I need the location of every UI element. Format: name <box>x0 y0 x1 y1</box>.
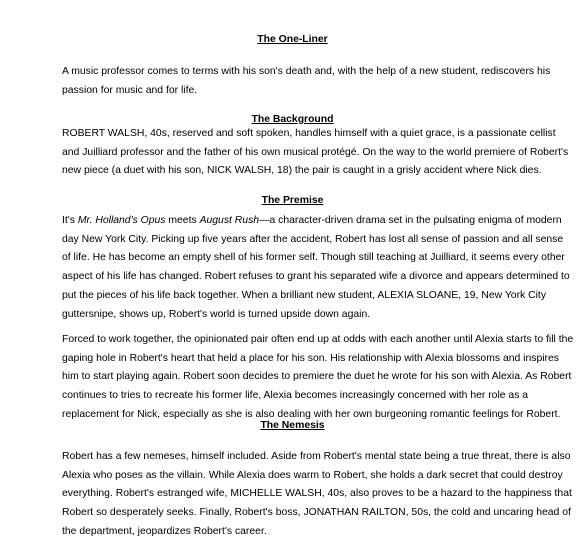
text-line: put the pieces of his life back together. When a brilliant new student, ALEXIA SLOANE, 19, New York City <box>62 289 547 301</box>
heading-background: The Background <box>251 114 334 125</box>
text-line: Robert so desperately seeks. Finally, Robert's boss, JONATHAN RAILTON, 50s, the cold and uncaring head of <box>62 507 571 519</box>
text-line: passion for music and for life. <box>62 84 198 96</box>
text-line: day New York City. Picking up five years after the accident, Robert has lost all sense of passion and all sense <box>62 233 564 245</box>
premise-paragraph-1 <box>62 212 570 324</box>
text-line: Forced to work together, the opinionated pair often end up at odds with each another until Alexia starts to fill the <box>62 334 574 345</box>
heading-premise: The Premise <box>261 195 324 206</box>
text-line: Alexia who poses as the villain. While Alexia does warm to Robert, she holds a dark secret that could destroy <box>62 469 563 481</box>
text-line: and Juilliard professor and the father of his own musical protégé. On the way to the world premiere of Robert's <box>62 146 569 158</box>
text-line: of life. He has become an empty shell of his former self. Though still teaching at Juilliard, it seems every other <box>62 252 565 264</box>
text-line: ROBERT WALSH, 40s, reserved and soft spoken, handles himself with a quiet grace, is a passionate cellist <box>62 128 556 139</box>
text-line: the department, jeopardizes Robert's career. <box>62 525 267 537</box>
text-line: him to start playing again. Robert soon decides to premiere the duet he wrote for his son with Alexia. As Robert <box>62 371 572 383</box>
text-line: replacement for Nick, especially as she is also dealing with her own burgeoning romantic feelings for Robert. <box>62 408 561 420</box>
text-line: Robert has a few nemeses, himself included. Aside from Robert's mental state being a true threat, there is also <box>62 451 571 462</box>
text-line <box>62 212 562 231</box>
text-segment: meets <box>165 215 200 226</box>
film-title: Mr. Holland's Opus <box>77 215 166 226</box>
text-line: everything. Robert's estranged wife, MICHELLE WALSH, 40s, also proves to be a hazard to the happiness that <box>62 488 572 500</box>
text-line: aspect of his life has changed. Robert refuses to grant his separated wife a divorce and appears determined to <box>62 271 570 283</box>
nemesis-paragraph <box>62 448 572 542</box>
text-line: guttersnipe, shows up, Robert's world is turned upside down again. <box>62 308 371 320</box>
one-liner-paragraph <box>62 63 551 100</box>
heading-nemesis: The Nemesis <box>260 420 325 431</box>
text-line: new piece (a duet with his son, NICK WALSH, 18) the pair is caught in a grisly accident where Nick dies. <box>62 165 542 177</box>
background-paragraph <box>62 125 569 181</box>
text-segment: —a character-driven drama set in the pulsating enigma of modern <box>259 215 562 226</box>
text-line: gaping hole in Robert's heart that held a place for his son. His relationship with Alexia blossoms and inspires <box>62 352 559 364</box>
text-line: continues to tries to recreate his former life, Alexia becomes increasingly concerned with her role as a <box>62 390 529 402</box>
heading-one-liner: The One-Liner <box>257 34 328 45</box>
premise-paragraph-2 <box>62 331 574 425</box>
text-segment: It's <box>62 215 78 226</box>
text-line: A music professor comes to terms with his son's death and, with the help of a new student, rediscovers his <box>62 66 551 77</box>
film-title: August Rush <box>199 215 260 226</box>
